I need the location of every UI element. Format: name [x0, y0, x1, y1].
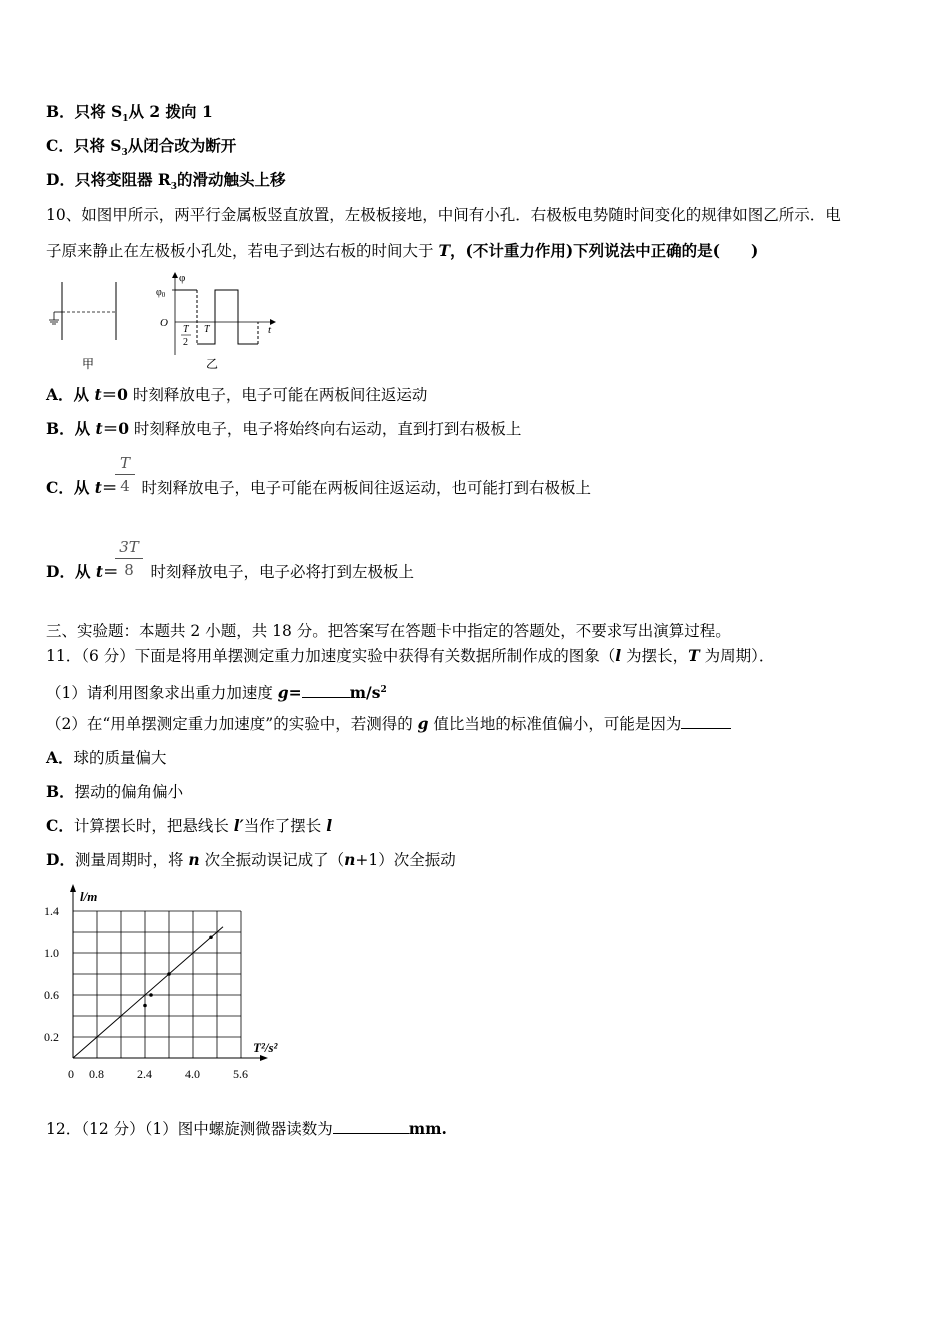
q11-part2: （2）在“用单摆测定重力加速度”的实验中，若测得的 g 值比当地的标准值偏小，可能是因为: [46, 714, 731, 734]
q9-option-b: B．只将 $S_1$从 2 拨向 1: [46, 102, 213, 125]
q11-part2-blank[interactable]: [681, 714, 731, 729]
q10-option-c: C．从 t＝ 时刻释放电子，电子可能在两板间往返运动，也可能打到右极板上: [46, 478, 591, 497]
q11-option-c: C．计算摆长时，把悬线长 l′当作了摆长 l: [46, 816, 333, 835]
q10-option-d-fraction: 3T 8: [115, 538, 143, 579]
q10-option-a: A．从 t＝0 时刻释放电子，电子可能在两板间往返运动: [46, 385, 428, 404]
q9-option-c: C．只将 $S_3$从闭合改为断开: [46, 136, 237, 159]
q10-stem-line2: 子原来静止在左极板小孔处，若电子到达右板的时间大于 T，(不计重力作用)下列说法中正确的是( ): [46, 241, 759, 260]
chart-x-tick-label: 5.6: [233, 1067, 248, 1081]
chart-y-tick-label: 0.2: [44, 1030, 59, 1044]
q11-option-b: B．摆动的偏角偏小: [46, 782, 184, 801]
figure-yi-label: 乙: [206, 357, 219, 371]
q10-option-d: D．从 t＝ 时刻释放电子，电子必将打到左极板上: [46, 562, 415, 581]
chart-y-axis-label: l/m: [80, 889, 98, 904]
q10-option-b: B．从 t＝0 时刻释放电子，电子将始终向右运动，直到打到右极板上: [46, 419, 522, 438]
figure-yi-t-axis: t: [268, 324, 272, 336]
chart-x-tick-label: 4.0: [185, 1067, 200, 1081]
q10-option-c-fraction: T 4: [115, 454, 135, 495]
figure-yi-T: T: [204, 324, 210, 335]
figure-yi-wave: [175, 290, 258, 344]
chart-data-point: [167, 972, 171, 976]
q12-blank[interactable]: [333, 1119, 409, 1134]
chart-x-tick-label: 0.8: [89, 1067, 104, 1081]
figure-yi-origin: O: [160, 317, 168, 329]
section-3-heading: 三、实验题：本题共 2 小题，共 18 分。把答案写在答题卡中指定的答题处，不要求写出演算过程。: [46, 622, 731, 640]
q10-stem-line1: 10、如图甲所示，两平行金属板竖直放置，左极板接地，中间有小孔．右极板电势随时间变化的规律如图乙所示．电: [46, 206, 841, 224]
q11-option-d: D．测量周期时，将 n 次全振动误记成了（n+1）次全振动: [46, 850, 456, 869]
chart-x-tick-label: 2.4: [137, 1067, 152, 1081]
q11-stem: 11．（6 分）下面是将用单摆测定重力加速度实验中获得有关数据所制作成的图象（l 为摆长，T 为周期）．: [46, 646, 775, 665]
chart-data-point: [143, 1004, 147, 1008]
figure-yi-phi: φ: [179, 272, 186, 284]
q12-stem: 12．（12 分）（1）图中螺旋测微器读数为 mm.: [46, 1119, 447, 1138]
chart-y-tick-label: 1.4: [44, 904, 59, 918]
chart-x-axis-label: T²/s²: [253, 1040, 278, 1055]
figure-yi-phi0: $\varphi_0$: [156, 287, 166, 299]
chart-y-tick-label: 1.0: [44, 946, 59, 960]
chart-data-point: [209, 935, 213, 939]
q11-option-a: A．球的质量偏大: [46, 748, 167, 767]
figure-jia-plates: [49, 282, 116, 340]
figure-yi-half-t-num: T: [183, 324, 189, 335]
q11-part1-blank[interactable]: [302, 683, 350, 698]
q11-part1: （1）请利用图象求出重力加速度 $g= m/s^2$: [46, 683, 387, 703]
q11-chart: [40, 882, 300, 1087]
q9-option-d: D．只将变阻器 $R_3$的滑动触头上移: [46, 170, 286, 193]
q10-figure: [40, 270, 290, 375]
chart-fit-line: [73, 927, 223, 1058]
figure-jia-label: 甲: [82, 357, 95, 371]
chart-x-tick-label: 0: [68, 1067, 74, 1081]
chart-data-point: [149, 993, 153, 997]
chart-y-tick-label: 0.6: [44, 988, 59, 1002]
figure-yi-half-t-den: 2: [183, 337, 188, 348]
